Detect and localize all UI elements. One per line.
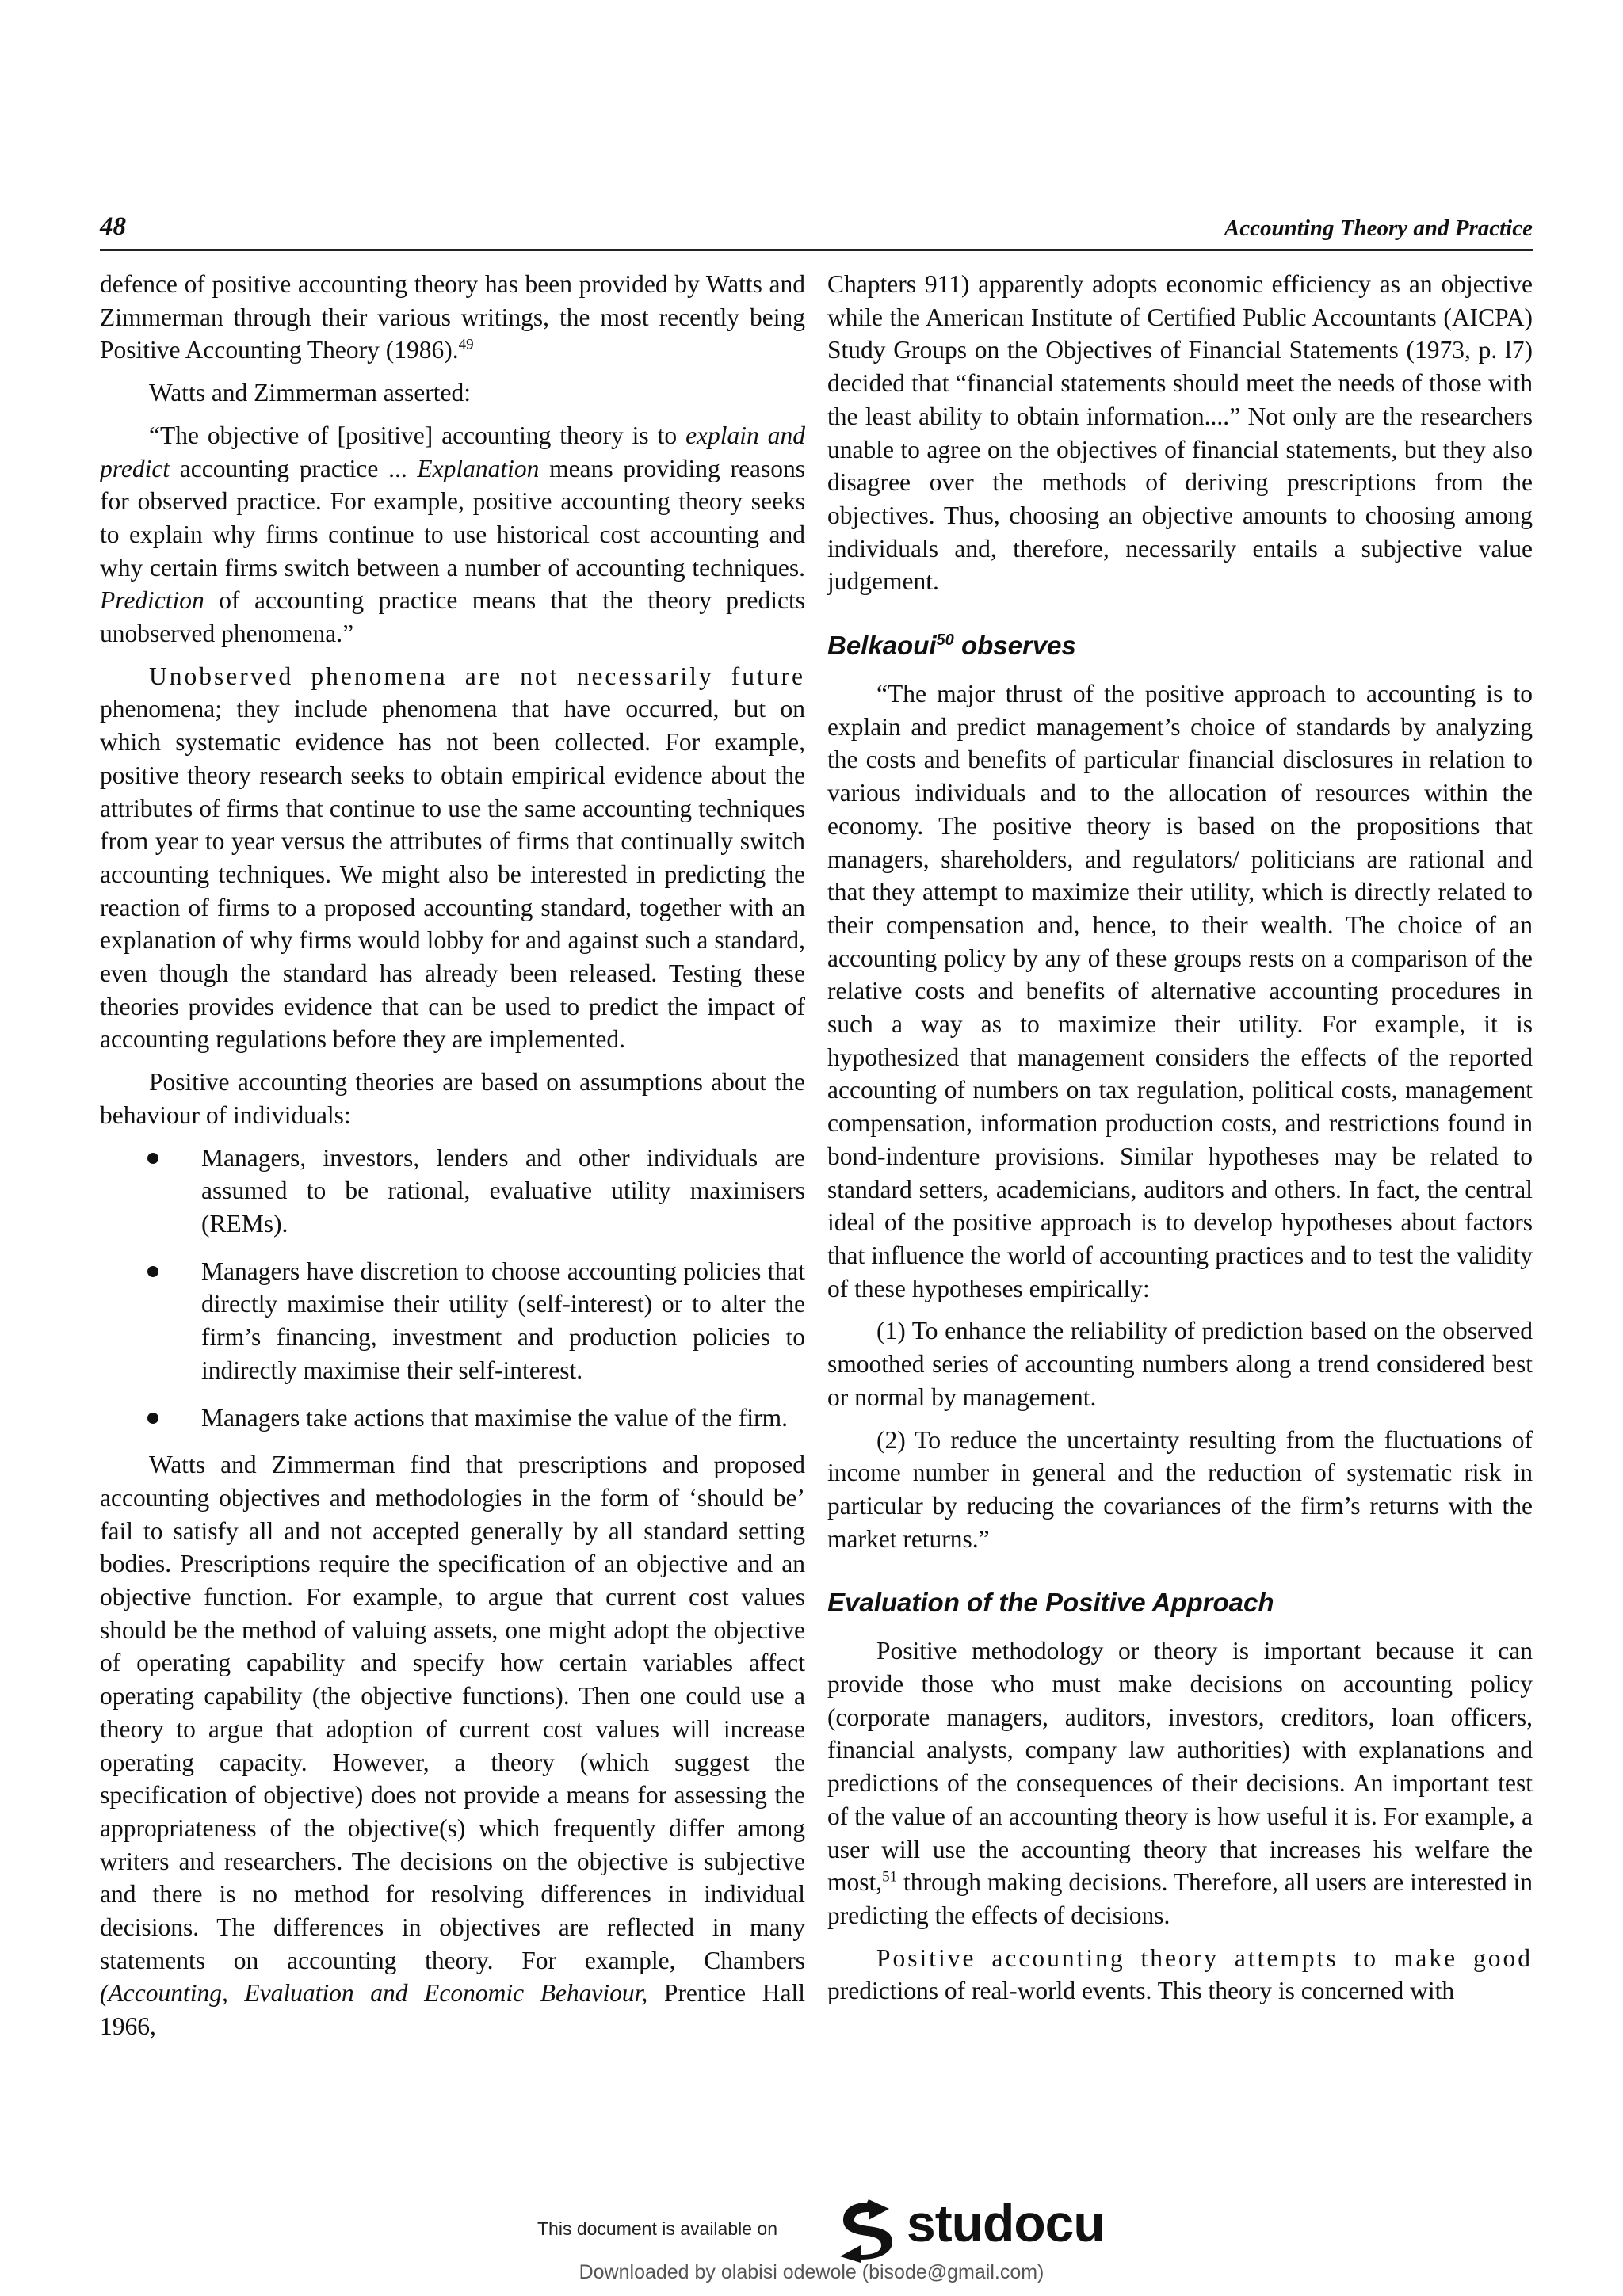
- available-text: This document is available on: [537, 2218, 777, 2239]
- section-heading: Belkaoui$^{50}$ observes: [827, 631, 1076, 661]
- quotation: (2) To reduce the uncertainty resulting from the fluctuations of income number in general and the reduction of systematic risk in particular by reducing the covariances of the firm’s returns with the market returns.”: [827, 1425, 1533, 1553]
- page-number: 48: [100, 212, 126, 241]
- paragraph: defence of positive accounting theory has been provided by Watts and Zimmerman through their various writings, the most recently being Positive Accounting Theory (1986).$^{49}$: [100, 270, 805, 364]
- quotation: “The major thrust of the positive approach to accounting is to explain and predict management’s choice of standards by analyzing the costs and benefits of particular financial disclosures in relation to various individuals and to the allocation of resources within the economy. The positive theory is based on the propositions that managers, shareholders, and regulators/ politicians are rational and that they attempt to maximize their utility, which is directly related to their compensation and, hence, to their wealth. The choice of an accounting policy by any of these groups rests on a comparison of the relative costs and benefits of alternative accounting procedures in such a way as to maximize their utility. For example, it is hypothesized that management considers the effects of the reported accounting of numbers on tax regulation, political costs, management compensation, information production costs, and restrictions found in bond-indenture provisions. Similar hypotheses may be related to standard setters, academicians, auditors and others. In fact, the central ideal of the positive approach is to develop hypotheses about factors that influence the world of accounting practices and to test the validity of these hypotheses empirically:: [827, 680, 1533, 1302]
- footnote-ref[interactable]: 50: [936, 631, 954, 650]
- paragraph: Positive accounting theory attempts to make good predictions of real-world events. This theory is concerned with: [827, 1943, 1533, 2005]
- list-item: Managers take actions that maximise the value of the firm.: [100, 1402, 805, 1435]
- paragraph: Positive accounting theories are based on assumptions about the behaviour of individuals:: [100, 1068, 805, 1129]
- quotation: “The objective of [positive] accounting theory is to explain and predict accounting practice ... Explanation means providing reasons for observed practice. For example, positive accounting theory seeks to explain why firms continue to use historical cost accounting and why certain firms switch between a number of accounting techniques. Prediction of accounting practice means that the theory predicts unobserved phenomena.”: [100, 421, 805, 648]
- studocu-logo-icon[interactable]: [837, 2199, 897, 2263]
- bullet-list: [100, 1142, 805, 1435]
- left-column: [100, 268, 805, 2053]
- quotation: (1) To enhance the reliability of prediction based on the observed smoothed series of accounting numbers along a trend considered best or normal by management.: [827, 1317, 1533, 1411]
- paragraph: Unobserved phenomena are not necessarily future phenomena; they include phenomena that have occurred, but on which systematic evidence has not been collected. For example, positive theory research seeks to obtain empirical evidence about the attributes of firms that continue to use the same accounting techniques from year to year versus the attributes of firms that continually switch accounting techniques. We might also be interested in predicting the reaction of firms to a proposed accounting standard, together with an explanation of why firms would lobby for and against such a standard, even though the standard has already been released. Testing these theories provides evidence that can be used to predict the impact of accounting regulations before they are implemented.: [100, 662, 805, 1054]
- list-item: Managers, investors, lenders and other individuals are assumed to be rational, evaluative utility maximisers (REMs).: [100, 1142, 805, 1241]
- paragraph: Chapters 911) apparently adopts economic efficiency as an objective while the American Institute of Certified Public Accountants (AICPA) Study Groups on the Objectives of Financial Statements (1973, p. l7) decided that “financial statements should meet the needs of those with the least ability to obtain information....” Not only are the researchers unable to agree on the objectives of financial statements, but they also disagree over the methods of deriving prescriptions from the objectives. Thus, choosing an objective amounts to choosing among individuals and, therefore, necessarily entails a subjective value judgement.: [827, 270, 1533, 596]
- bullet-icon: [147, 1153, 158, 1164]
- footnote-ref[interactable]: 51: [882, 1868, 898, 1886]
- paragraph: Positive methodology or theory is important because it can provide those who must make decisions on accounting policy (corporate managers, auditors, investors, creditors, loan officers, financial analysts, company law authorities) with explanations and predictions of the consequences of their decisions. An important test of the value of an accounting theory is how useful it is. For example, a user will use the accounting theory that increases his welfare the most,$^{51}$ through making decisions. Therefore, all users are interested in predicting the effects of decisions.: [827, 1637, 1533, 1929]
- bullet-icon: [147, 1266, 158, 1277]
- right-column: [827, 268, 1533, 2017]
- paragraph: Watts and Zimmerman find that prescriptions and proposed accounting objectives and methodologies in the form of ‘should be’ fail to satisfy all and not accepted generally by all standard setting bodies. Prescriptions require the specification of an objective and an objective function. For example, to argue that current cost values should be the method of valuing assets, one might adopt the objective of operating capability and specify how certain variables affect operating capability (the objective functions). Then one could use a theory to argue that adoption of current cost values will increase operating capacity. However, a theory (which suggest the specification of objective) does not provide a means for assessing the appropriateness of the objective(s) which frequently differ among writers and researchers. The decisions on the objective is subjective and there is no method for resolving differences in individual decisions. The differences in objectives are reflected in many statements on accounting theory. For example, Chambers (Accounting, Evaluation and Economic Behaviour, Prentice Hall 1966,: [100, 1451, 805, 2041]
- list-item: Managers have discretion to choose accounting policies that directly maximise their utility (self-interest) or to alter the firm’s financing, investment and production policies to indirectly maximise their self-interest.: [100, 1255, 805, 1387]
- download-notice: Downloaded by olabisi odewole (bisode@gmail.com): [579, 2261, 1044, 2283]
- running-header: [100, 212, 1533, 251]
- book-title: Accounting Theory and Practice: [1224, 215, 1533, 241]
- section-heading: Evaluation of the Positive Approach: [827, 1588, 1274, 1618]
- studocu-brand[interactable]: studocu: [907, 2194, 1105, 2252]
- footnote-ref[interactable]: 49: [458, 336, 474, 353]
- bullet-icon: [147, 1413, 158, 1424]
- paragraph: Watts and Zimmerman asserted:: [149, 379, 471, 407]
